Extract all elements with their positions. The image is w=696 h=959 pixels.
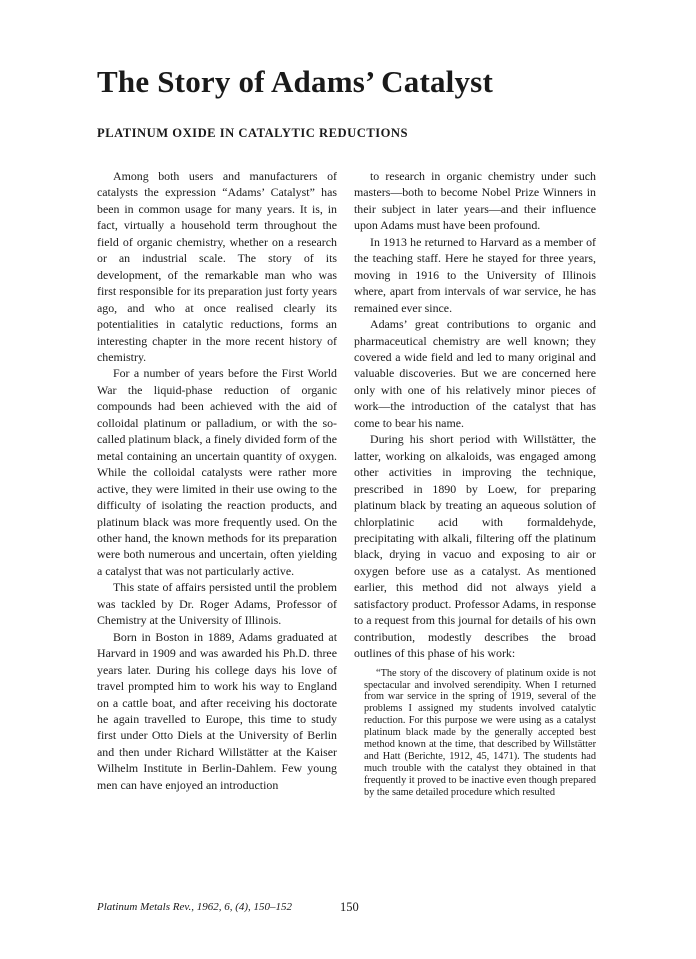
page-footer: [97, 901, 397, 913]
paragraph: Born in Boston in 1889, Adams graduated at Harvard in 1909 and was awarded his Ph.D. three years later. During his college days his love of travel prompted him to work his way to England on a cattle boat, and after receiving his doctorate he again travelled to Europe, this time to study first under Otto Diels at the University of Berlin and then under Richard Willstätter at the Kaiser Wilhelm Institute in Berlin-Dahlem. Few young men can have enjoyed an introduction: [97, 629, 337, 792]
article-subtitle: PLATINUM OXIDE IN CATALYTIC REDUCTIONS: [97, 126, 409, 140]
paragraph: Adams’ great contributions to organic and pharmaceutical chemistry are well known; they covered a wide field and led to many original and valuable discoveries. But we are concerned here only with one of his relatively minor pieces of work—the introduction of the catalyst that has come to bear his name.: [354, 317, 596, 430]
paragraph: This state of affairs persisted until the problem was tackled by Dr. Roger Adams, Professor of Chemistry at the University of Illinois.: [97, 580, 337, 628]
article-title: The Story of Adams’ Catalyst: [97, 64, 493, 99]
left-column: [97, 168, 337, 793]
block-quote: “The story of the discovery of platinum oxide is not spectacular and involved serendipity. When I returned from war service in the spring of 1919, several of the problems I assigned my students involved catalytic reduction. For this purpose we were using as a catalyst platinum black made by the generally accepted best method known at the time, that described by Willstätter and Hatt (Berichte, 1912, 45, 1471). The students had much trouble with the catalyst they obtained in that frequently it proved to be inactive even though prepared by the same detailed procedure which resulted: [364, 667, 596, 798]
journal-citation: Platinum Metals Rev., 1962, 6, (4), 150–152: [97, 901, 293, 913]
right-column: [354, 168, 596, 799]
paragraph: During his short period with Willstätter, the latter, working on alkaloids, was engaged among other activities in improving the technique, prescribed in 1890 by Loew, for preparing platinum black by treating an aqueous solution of chlorplatinic acid with formaldehyde, precipitating with alkali, filtering off the platinum black, drying in vacuo and exposing to air or oxygen before use as a catalyst. As mentioned earlier, this method did not always yield a satisfactory product. Professor Adams, in response to a request from this journal for details of his own contribution, modestly describes the broad outlines of this phase of his work:: [354, 432, 596, 661]
paragraph: In 1913 he returned to Harvard as a member of the teaching staff. Here he stayed for three years, moving in 1916 to the University of Illinois where, apart from intervals of war service, he has remained ever since.: [354, 234, 596, 315]
paragraph: to research in organic chemistry under such masters—both to become Nobel Prize Winners in their subject in later years—and their influence upon Adams must have been profound.: [354, 169, 596, 233]
page-number: 150: [340, 900, 359, 914]
paragraph: For a number of years before the First World War the liquid-phase reduction of organic compounds had been achieved with the aid of colloidal platinum or palladium, or with the so-called platinum black, a finely divided form of the metal containing an uncertain quantity of oxygen. While the colloidal catalysts were rather more active, they were limited in their use owing to the difficulty of isolating the reaction products, and platinum black was more frequently used. On the other hand, the known methods for its preparation were both numerous and uncertain, often yielding a catalyst that was not particularly active.: [97, 366, 337, 578]
paragraph: Among both users and manufacturers of catalysts the expression “Adams’ Catalyst” has been in common usage for many years. It is, in fact, virtually a household term throughout the field of organic chemistry, whether on a research or an industrial scale. The story of its development, of the remarkable man who was first responsible for its preparation just forty years ago, and who at once realised clearly its potentialities in catalytic reductions, forms an interesting chapter in the more recent history of chemistry.: [97, 169, 337, 364]
